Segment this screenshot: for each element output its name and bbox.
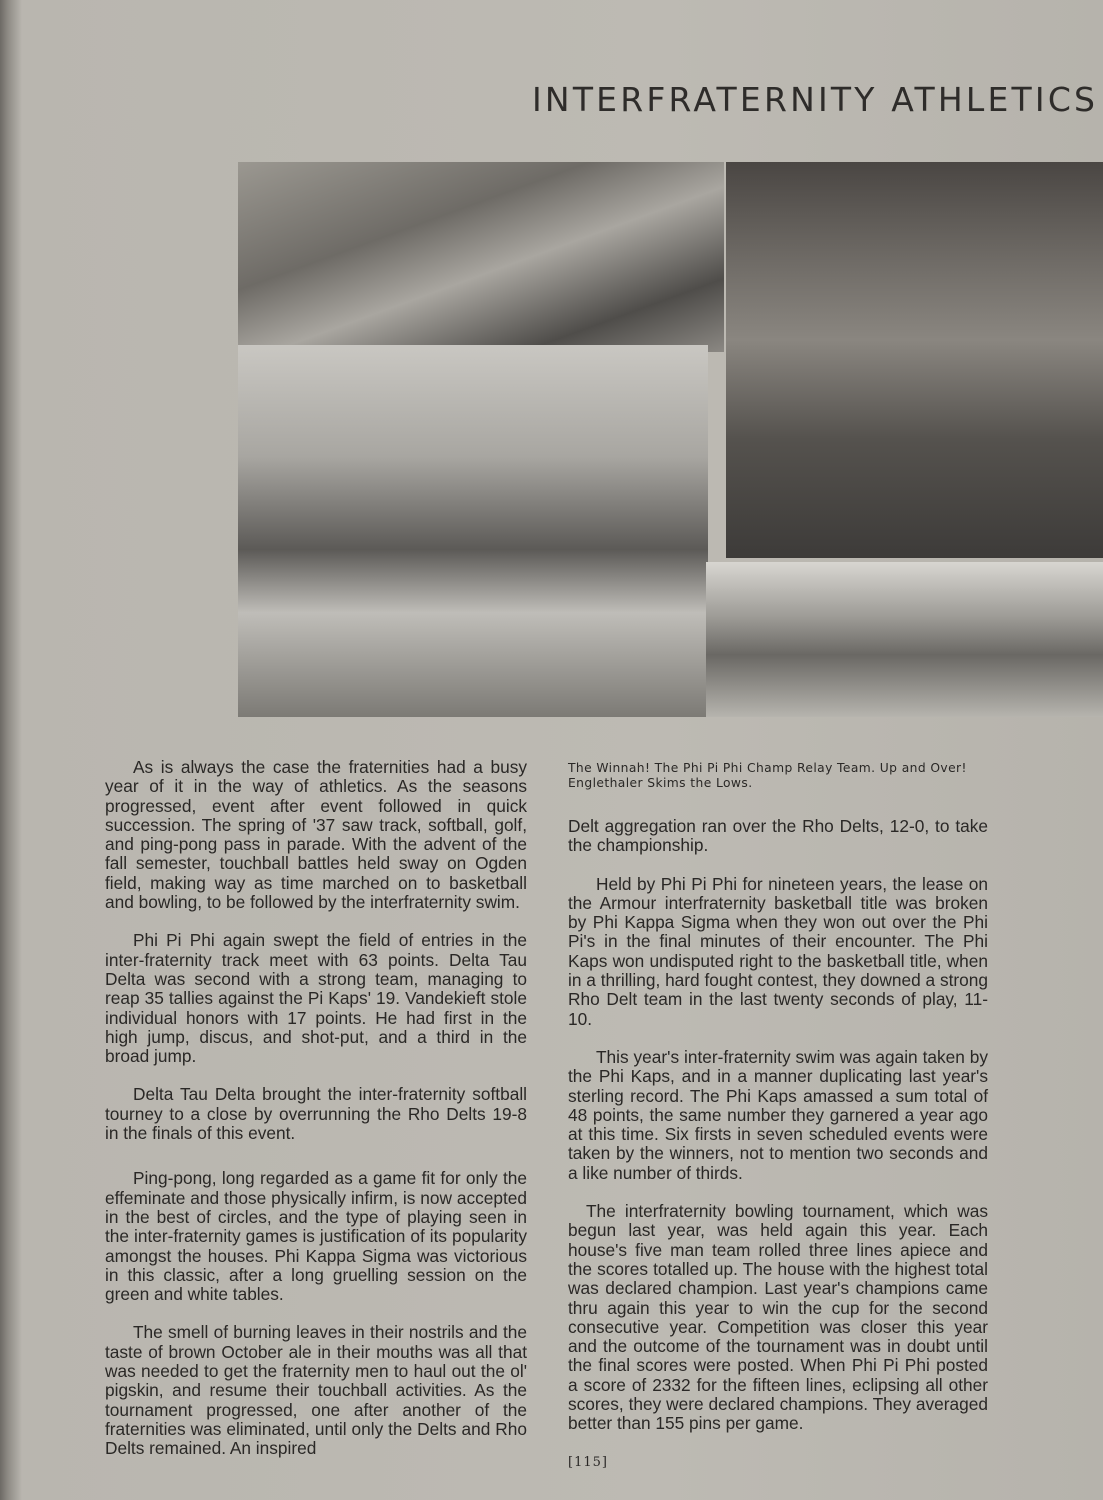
track-race-photo <box>238 162 724 352</box>
relay-team-photo <box>726 162 1103 558</box>
paragraph: As is always the case the fraternities had a busy year of it in the way of athletics. As the seasons progressed, event after event followed in quick succession. The spring of '37 saw track, softball, golf, and ping-pong pass in parade. With the advent of the fall semester, touchball battles held sway on Ogden field, making way as time marched on to basketball and bowling, to be followed by the interfraternity swim. <box>105 757 527 913</box>
paragraph: Held by Phi Pi Phi for nineteen years, the lease on the Armour interfraternity basketball title was broken by Phi Kappa Sigma when they won out over the Phi Pi's in the final minutes of their encounter. The Phi Kaps won undisputed right to the basketball title, when in a thrilling, hard fought contest, they downed a strong Rho Delt team in the last twenty seconds of play, 11-10. <box>568 873 988 1029</box>
paragraph: This year's inter-fraternity swim was again taken by the Phi Kaps, and in a manner duplicating last year's sterling record. The Phi Kaps amassed a sum total of 48 points, the same number they garnered a year ago at this time. Six firsts in seven scheduled events were taken by the winners, not to mention two seconds and a like number of thirds. <box>568 1046 988 1183</box>
right-column <box>568 761 988 1482</box>
left-column <box>105 758 527 1478</box>
page-number: [115] <box>568 1454 608 1470</box>
paragraph: Phi Pi Phi again swept the field of entries in the inter-fraternity track meet with 63 points. Delta Tau Delta was second with a strong team, managing to reap 35 tallies against the Pi Kaps' 19. Vandekieft stole individual honors with 17 points. He had first in the high jump, discus, and shot-put, and a third in the broad jump. <box>105 930 527 1067</box>
paragraph: Ping-pong, long regarded as a game fit for only the effeminate and those physically infirm, is now accepted in the best of circles, and the type of playing seen in the inter-fraternity games is justification of its popularity amongst the houses. Phi Kappa Sigma was victorious in this classic, after a long gruelling session on the green and white tables. <box>105 1168 527 1305</box>
paragraph: The interfraternity bowling tournament, which was begun last year, was held again this year. Each house's five man team rolled three lines apiece and the scores totalled up. The house with the highest total was declared champion. Last year's champions came thru again this year to win the cup for the second consecutive year. Competition was closer this year and the outcome of the tournament was in doubt until the final scores were posted. When Phi Pi Phi posted a score of 2332 for the fifteen lines, eclipsing all other scores, they were declared champions. They averaged better than 155 pins per game. <box>568 1201 988 1434</box>
paragraph: Delta Tau Delta brought the inter-fraternity softball tourney to a close by overrunning the Rho Delts 19-8 in the finals of this event. <box>105 1084 527 1144</box>
photo-caption: The Winnah! The Phi Pi Phi Champ Relay Team. Up and Over! Englethaler Skims the Lows. <box>568 761 967 790</box>
hurdler-photo <box>238 345 708 717</box>
page-title: INTERFRATERNITY ATHLETICS <box>532 80 1099 119</box>
hurdles-race-photo <box>706 562 1103 717</box>
paragraph: The smell of burning leaves in their nostrils and the taste of brown October ale in their mouths was all that was needed to get the fraternity men to haul out the ol' pigskin, and resume their touchball activities. As the tournament progressed, one after another of the fraternities was eliminated, until only the Delts and Rho Delts remained. An inspired <box>105 1322 527 1459</box>
paragraph: Delt aggregation ran over the Rho Delts, 12-0, to take the championship. <box>568 816 988 856</box>
